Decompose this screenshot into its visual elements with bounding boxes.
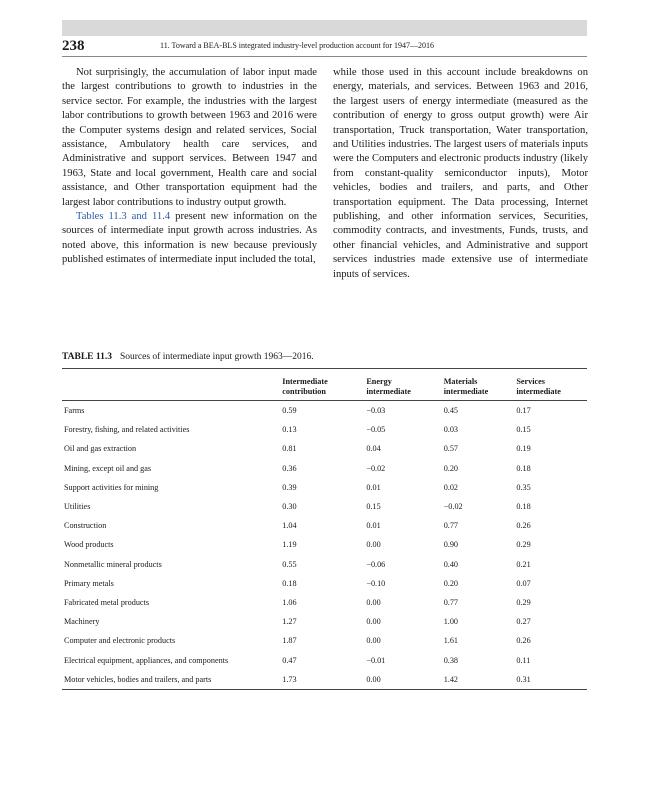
value-cell: 1.73 — [280, 670, 364, 690]
value-cell: 1.19 — [282, 540, 297, 550]
value-cell: 0.47 — [282, 655, 297, 665]
value-cell: 1.06 — [282, 597, 297, 607]
industry-cell: Machinery — [64, 617, 100, 627]
value-cell: 0.19 — [516, 444, 531, 454]
value-cell: 0.17 — [516, 406, 531, 416]
industry-cell: Utilities — [64, 502, 91, 512]
page-number: 238 — [62, 38, 85, 54]
header-divider — [62, 56, 587, 57]
left-paragraph-1: Not surprisingly, the accumulation of labor input made the largest contributions to growth to industries in the service sector. For example, the industries with the largest labor contributions to growth between 1963 and 2016 were the Computer systems design and related services, Social assistance, Ambulatory health care services, and Administrative and support services. Between 1947 and 1963, State and local government, Health care and social assistance, and Other transportation equipment had the largest labor contributions to industry output growth. — [62, 67, 317, 208]
value-cell: −0.02 — [366, 463, 386, 473]
column-header-services-intermediate: Services intermediate — [514, 369, 587, 401]
value-cell: 1.00 — [443, 617, 459, 627]
value-cell: 1.42 — [442, 670, 515, 690]
industry-cell: Wood products — [64, 540, 114, 550]
value-cell: 0.36 — [282, 463, 297, 473]
column-header-energy-intermediate: Energy intermediate — [364, 369, 441, 401]
column-header-materials-intermediate: Materials intermediate — [442, 369, 515, 401]
value-cell: 0.39 — [282, 482, 297, 492]
value-cell: 1.87 — [282, 636, 297, 646]
value-cell: 0.04 — [366, 444, 381, 454]
intermediate-input-table — [62, 368, 587, 690]
industry-cell: Fabricated metal products — [64, 597, 150, 607]
value-cell: 0.26 — [516, 521, 531, 531]
value-cell: 0.29 — [516, 597, 531, 607]
value-cell: −0.06 — [366, 559, 386, 569]
industry-cell: Oil and gas extraction — [64, 444, 137, 454]
value-cell: 1.04 — [282, 521, 297, 531]
value-cell: 0.00 — [366, 540, 381, 550]
table-row — [62, 478, 587, 497]
value-cell: 0.45 — [443, 406, 459, 416]
table-row — [62, 612, 587, 631]
table-row — [62, 401, 587, 421]
left-paragraph-2-text: present new information on the sources of intermediate input growth across industries. As noted above, this information is new because previously published estimates of intermediate input included the total, — [62, 211, 318, 266]
industry-cell: Mining, except oil and gas — [64, 463, 152, 473]
value-cell: 0.11 — [516, 655, 531, 665]
value-cell: 0.77 — [443, 597, 459, 607]
value-cell: −0.10 — [366, 578, 386, 588]
value-cell: 0.01 — [366, 482, 381, 492]
value-cell: 0.59 — [282, 406, 297, 416]
table-row — [62, 574, 587, 593]
value-cell: 1.61 — [443, 636, 459, 646]
table-row — [62, 535, 587, 554]
value-cell: 0.15 — [516, 425, 531, 435]
column-header-intermediate-contribution: Intermediate contribution — [280, 369, 364, 401]
industry-cell: Primary metals — [64, 578, 114, 588]
industry-cell: Construction — [64, 521, 107, 531]
value-cell: 0.07 — [516, 578, 531, 588]
value-cell: 0.35 — [516, 482, 531, 492]
value-cell: 0.15 — [366, 502, 381, 512]
table-row — [62, 497, 587, 516]
table-row — [62, 631, 587, 650]
table-row — [62, 420, 587, 439]
value-cell: 0.00 — [366, 617, 381, 627]
value-cell: 0.20 — [443, 578, 459, 588]
right-paragraph-1: while those used in this account include breakdowns on energy, materials, and services. Between 1963 and 2016, the largest users of energy intermediate (measured as the contribution of energy to gross output growth) were Air transportation, Truck transportation, Water transportation, and Utilities industries. The largest users of materials inputs were the Computers and electronic products industry (likely from constant-quality semiconductor inputs), Motor vehicles, bodies and trailers, and parts, and Other transportation equipment. The Data processing, Internet publishing, and other information services, Securities, commodity contracts, and investments, Funds, trusts, and other financial vehicles, and Administrative and support services industries made extensive use of intermediate inputs of services. — [333, 67, 588, 280]
value-cell: 0.00 — [366, 636, 381, 646]
value-cell: 0.27 — [516, 617, 531, 627]
value-cell: 0.18 — [516, 463, 531, 473]
value-cell: 0.77 — [443, 521, 459, 531]
table-caption — [62, 352, 314, 362]
table-header-row — [62, 369, 587, 401]
table-row — [62, 459, 587, 478]
tables-reference-link[interactable]: Tables 11.3 and 11.4 — [76, 211, 171, 223]
table-row — [62, 650, 587, 669]
value-cell: 1.27 — [282, 617, 297, 627]
table-row — [62, 516, 587, 535]
table-body — [62, 401, 587, 690]
value-cell: −0.01 — [366, 655, 386, 665]
value-cell: 0.31 — [514, 670, 587, 690]
table-title: Sources of intermediate input growth 1963—2016. — [119, 352, 314, 362]
value-cell: 0.21 — [516, 559, 531, 569]
value-cell: 0.26 — [516, 636, 531, 646]
value-cell: 0.90 — [443, 540, 459, 550]
industry-cell: Motor vehicles, bodies and trailers, and parts — [62, 670, 280, 690]
value-cell: −0.03 — [366, 406, 386, 416]
right-column — [333, 66, 588, 282]
value-cell: 0.30 — [282, 502, 297, 512]
industry-cell: Support activities for mining — [64, 482, 159, 492]
left-column — [62, 66, 317, 268]
industry-cell: Computer and electronic products — [64, 636, 176, 646]
industry-cell: Forestry, fishing, and related activities — [64, 425, 190, 435]
value-cell: −0.05 — [366, 425, 386, 435]
table-row — [62, 555, 587, 574]
industry-cell: Farms — [64, 406, 85, 416]
table-row — [62, 593, 587, 612]
value-cell: 0.01 — [366, 521, 381, 531]
value-cell: 0.03 — [443, 425, 459, 435]
value-cell: 0.02 — [443, 482, 459, 492]
value-cell: 0.18 — [516, 502, 531, 512]
value-cell: 0.13 — [282, 425, 297, 435]
value-cell: 0.55 — [282, 559, 297, 569]
table-row — [62, 439, 587, 458]
value-cell: 0.40 — [443, 559, 459, 569]
value-cell: −0.02 — [443, 502, 463, 512]
value-cell: 0.00 — [364, 670, 441, 690]
value-cell: 0.18 — [282, 578, 297, 588]
value-cell: 0.57 — [443, 444, 459, 454]
column-header-industry — [62, 369, 280, 401]
table-label: TABLE 11.3 — [62, 352, 112, 362]
industry-cell: Electrical equipment, appliances, and components — [64, 655, 229, 665]
industry-cell: Nonmetallic mineral products — [64, 559, 162, 569]
running-head: 11. Toward a BEA-BLS integrated industry-level production account for 1947—2016 — [160, 41, 435, 50]
table-row — [62, 670, 587, 690]
value-cell: 0.00 — [366, 597, 381, 607]
left-paragraph-2 — [62, 210, 317, 268]
value-cell: 0.81 — [282, 444, 297, 454]
value-cell: 0.29 — [516, 540, 531, 550]
value-cell: 0.38 — [443, 655, 459, 665]
value-cell: 0.20 — [443, 463, 459, 473]
header-bar — [62, 20, 587, 36]
